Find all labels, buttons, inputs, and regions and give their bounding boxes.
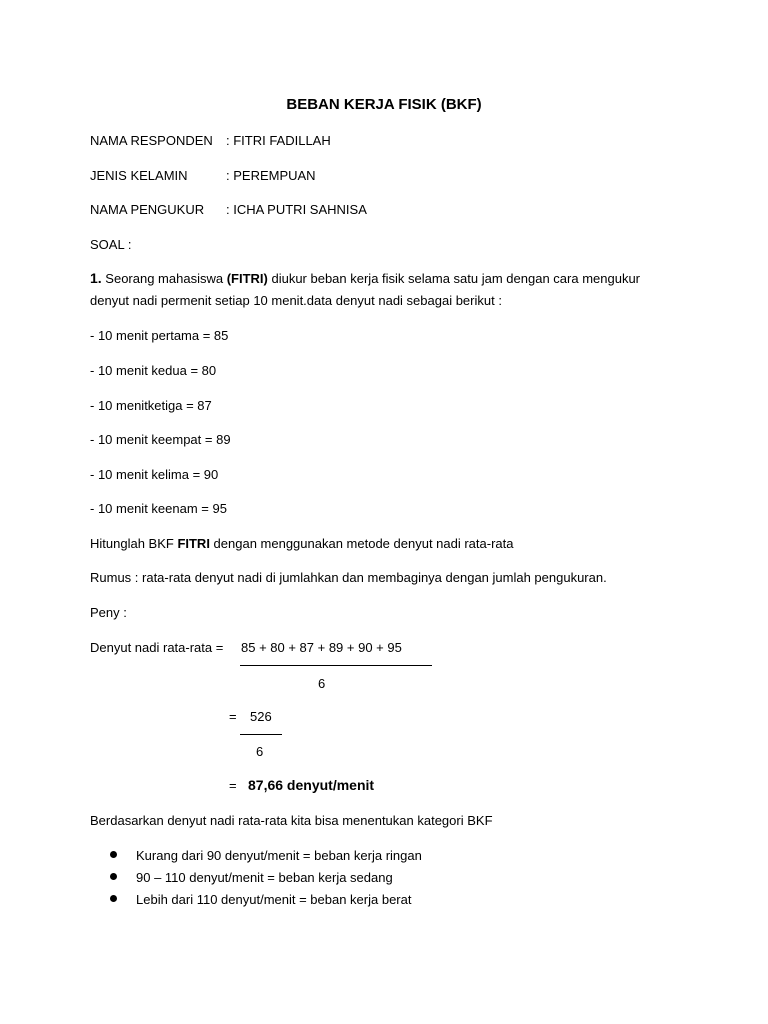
problem-text-after: diukur beban kerja fisik selama satu jam dengan cara mengukur: [267, 271, 641, 286]
problem-subject-name: (FITRI): [226, 271, 268, 286]
measurer-name-value: : ICHA PUTRI SAHNISA: [226, 202, 367, 217]
list-item: Lebih dari 110 denyut/menit = beban kerja berat: [110, 891, 422, 913]
calc-denominator: 6: [256, 744, 264, 759]
calc-result: 87,66 denyut/menit: [248, 777, 375, 793]
problem-text-before: Seorang mahasiswa: [101, 271, 227, 286]
measurement-item: - 10 menit pertama = 85: [90, 328, 229, 343]
gender-label: JENIS KELAMIN: [90, 168, 188, 183]
respondent-name-label: NAMA RESPONDEN: [90, 133, 213, 148]
fraction-line: [240, 665, 432, 666]
gender-value: : PEREMPUAN: [226, 168, 316, 183]
measurement-item: - 10 menitketiga = 87: [90, 398, 212, 413]
bullet-icon: [110, 851, 117, 858]
problem-text-line2: denyut nadi permenit setiap 10 menit.data denyut nadi sebagai berikut :: [90, 293, 502, 308]
formula-rule: Rumus : rata-rata denyut nadi di jumlahkan dan membaginya dengan jumlah pengukuran.: [90, 570, 607, 585]
problem-number: 1.: [90, 270, 102, 286]
measurement-item: - 10 menit keenam = 95: [90, 501, 227, 516]
measurement-item: - 10 menit keempat = 89: [90, 432, 231, 447]
soal-heading: SOAL :: [90, 237, 132, 252]
calc-denominator: 6: [318, 676, 326, 691]
list-item: 90 – 110 denyut/menit = beban kerja sedang: [110, 869, 422, 891]
calc-label: Denyut nadi rata-rata =: [90, 640, 224, 655]
calc-equals: =: [229, 709, 237, 724]
fraction-line: [240, 734, 282, 735]
bullet-icon: [110, 873, 117, 880]
list-item: Kurang dari 90 denyut/menit = beban kerja ringan: [110, 847, 422, 869]
calc-equals: =: [229, 778, 237, 793]
measurement-item: - 10 menit kedua = 80: [90, 363, 217, 378]
measurer-name-label: NAMA PENGUKUR: [90, 202, 205, 217]
solution-heading: Peny :: [90, 605, 127, 620]
calc-numerator-total: 526: [250, 709, 272, 724]
question-subject-name: FITRI: [177, 536, 210, 551]
problem-statement: [90, 267, 690, 312]
measurement-item: - 10 menit kelima = 90: [90, 467, 219, 482]
calc-numerator-sum: 85 + 80 + 87 + 89 + 90 + 95: [241, 640, 402, 655]
category-intro: Berdasarkan denyut nadi rata-rata kita bisa menentukan kategori BKF: [90, 813, 493, 828]
respondent-name-value: : FITRI FADILLAH: [226, 133, 331, 148]
bullet-icon: [110, 895, 117, 902]
category-list: [110, 847, 422, 913]
question-text: Hitunglah BKF FITRI dengan menggunakan metode denyut nadi rata-rata: [90, 536, 514, 551]
document-title: BEBAN KERJA FISIK (BKF): [286, 96, 482, 113]
